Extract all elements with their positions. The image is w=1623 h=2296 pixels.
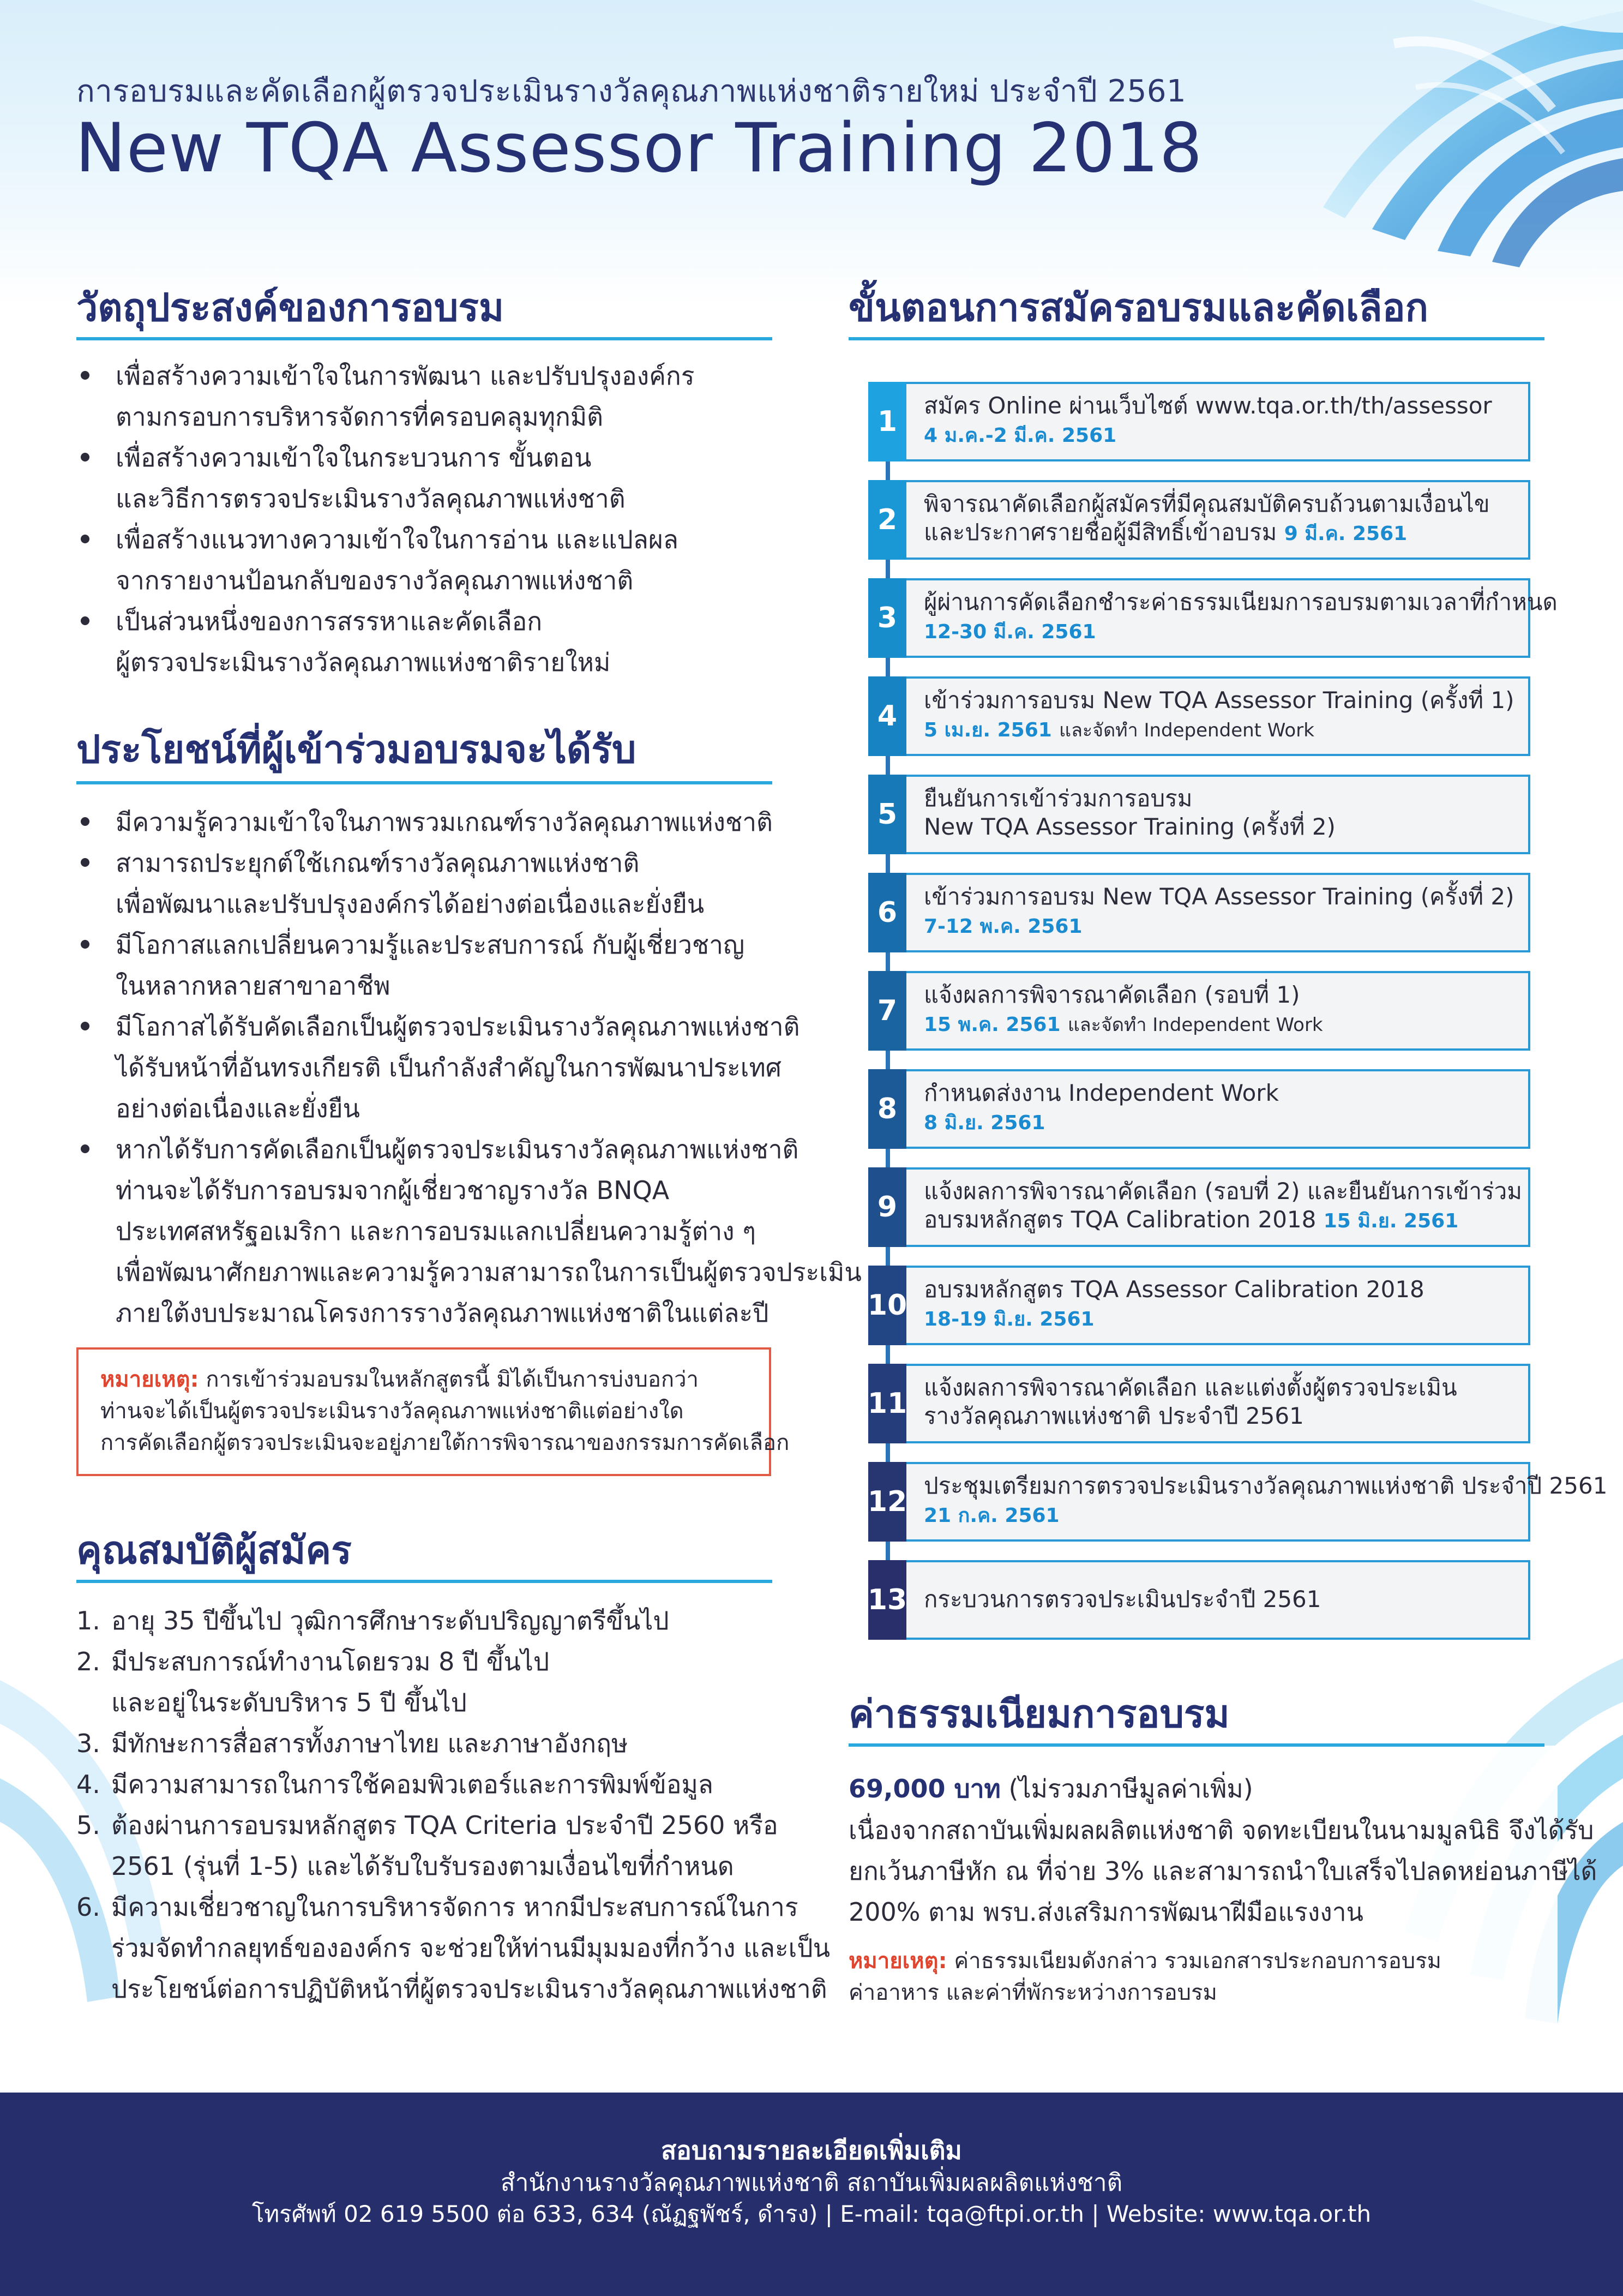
benefits-item (76, 1129, 862, 1334)
step-text: New TQA Assessor Training (ครั้งที่ 2) (924, 813, 1336, 840)
benefits-item (76, 925, 772, 1006)
objectives-rule (76, 337, 772, 340)
step-number: 12 (868, 1462, 906, 1542)
step-number: 13 (868, 1560, 906, 1640)
qualification-item (76, 1805, 778, 1887)
step-date: 5 เม.ย. 2561 (924, 719, 1052, 741)
bullet-dot (81, 817, 89, 826)
step-date: 8 มิ.ย. 2561 (924, 1112, 1045, 1134)
qualifications-title: คุณสมบัติผู้สมัคร (76, 1528, 352, 1573)
qualification-text: มีประสบการณ์ทำงานโดยรวม 8 ปี ขึ้นไป (111, 1647, 550, 1676)
step-number: 3 (868, 578, 906, 658)
step-second-line (924, 420, 1524, 450)
objectives-item-text: เพื่อสร้างความเข้าใจในกระบวนการ ขั้นตอน (116, 443, 592, 472)
benefits-item-text: ภายใต้งบประมาณโครงการรางวัลคุณภาพแห่งชาติในแต่ละปี (116, 1298, 769, 1328)
qualification-number: 5. (76, 1811, 100, 1840)
step-content (924, 588, 1558, 646)
step-number: 4 (868, 676, 906, 756)
step-content (924, 686, 1524, 745)
fee-note-line: ค่าอาหาร และค่าที่พักระหว่างการอบรม (849, 1980, 1217, 2005)
qualification-number: 6. (76, 1892, 100, 1922)
step-box (867, 1462, 1608, 1542)
benefits-item-text: สามารถประยุกต์ใช้เกณฑ์รางวัลคุณภาพแห่งชาติ (116, 848, 640, 878)
step-content (924, 981, 1524, 1039)
qualification-item (76, 1600, 772, 1641)
benefits-item-text: มีความรู้ความเข้าใจในภาพรวมเกณฑ์รางวัลคุณภาพแห่งชาติ (116, 807, 773, 837)
benefits-item-text: ในหลากหลายสาขาอาชีพ (116, 971, 390, 1000)
step-text: แจ้งผลการพิจารณาคัดเลือก และแต่งตั้งผู้ตรวจประเมิน (924, 1374, 1457, 1401)
step-box (868, 1069, 1530, 1149)
qualification-text: ต้องผ่านการอบรมหลักสูตร TQA Criteria ประจำปี 2560 หรือ (111, 1811, 778, 1840)
benefits-note-line: การเข้าร่วมอบรมในหลักสูตรนี้ มิได้เป็นการบ่งบอกว่า (206, 1367, 699, 1392)
step-text: เข้าร่วมการอบรม New TQA Assessor Training (ครั้งที่ 1) (924, 687, 1514, 714)
benefits-item (76, 1006, 800, 1129)
objectives-item-text: เป็นส่วนหนึ่งของการสรรหาและคัดเลือก (116, 607, 543, 636)
step-box (868, 873, 1530, 952)
objectives-list (76, 356, 772, 683)
benefits-item-text: เพื่อพัฒนาและปรับปรุงองค์กรได้อย่างต่อเนื่องและยั่งยืน (116, 889, 705, 919)
step-text: กระบวนการตรวจประเมินประจำปี 2561 (924, 1586, 1321, 1612)
fee-amount: 69,000 บาท (849, 1774, 1001, 1803)
benefits-item-text: ได้รับหน้าที่อันทรงเกียรติ เป็นกำลังสำคัญในการพัฒนาประเทศ (116, 1053, 782, 1082)
step-second-line (924, 1107, 1524, 1137)
footer-contact: โทรศัพท์ 02 619 5500 ต่อ 633, 634 (ณัฏฐพัชร์, ดำรง) | E-mail: tqa@ftpi.or.th | Website: www.tqa.or.th (251, 2201, 1372, 2227)
step-box (868, 1266, 1530, 1345)
step-text: อบรมหลักสูตร TQA Assessor Calibration 2018 (924, 1276, 1424, 1303)
qualification-number: 3. (76, 1729, 100, 1758)
fee-amount-line (849, 1769, 1253, 1809)
step-content (924, 883, 1524, 941)
objectives-item-text: เพื่อสร้างแนวทางความเข้าใจในการอ่าน และแปลผล (116, 525, 678, 554)
step-text: อบรมหลักสูตร TQA Calibration 2018 (924, 1206, 1317, 1233)
step-number: 6 (868, 873, 906, 952)
step-text: แจ้งผลการพิจารณาคัดเลือก (รอบที่ 2) และยืนยันการเข้าร่วม (924, 1178, 1522, 1204)
step-second-line (924, 1009, 1524, 1039)
bullet-dot (81, 371, 89, 380)
objectives-item-text: ตามกรอบการบริหารจัดการที่ครอบคลุมทุกมิติ (116, 402, 604, 431)
objectives-item (76, 437, 772, 519)
objectives-title: วัตถุประสงค์ของการอบรม (76, 285, 504, 330)
step-content (924, 490, 1524, 548)
step-second-line (924, 813, 1524, 841)
objectives-item (76, 519, 772, 601)
qualification-item (76, 1764, 772, 1805)
step-content (924, 1275, 1524, 1334)
step-second-line (924, 1304, 1524, 1334)
qualification-text: มีความเชี่ยวชาญในการบริหารจัดการ หากมีประสบการณ์ในการ (111, 1892, 798, 1922)
fee-line: เนื่องจากสถาบันเพิ่มผลผลิตแห่งชาติ จดทะเบียนในนามมูลนิธิ จึงได้รับ (849, 1815, 1594, 1845)
qualification-text: มีความสามารถในการใช้คอมพิวเตอร์และการพิมพ์ข้อมูล (111, 1770, 713, 1799)
step-text: และประกาศรายชื่อผู้มีสิทธิ์เข้าอบรม (924, 519, 1277, 545)
bullet-dot (81, 858, 89, 867)
step-box (868, 1364, 1530, 1443)
fee-rule (849, 1743, 1544, 1747)
page-title: New TQA Assessor Training 2018 (75, 109, 1203, 188)
step-date: 12-30 มี.ค. 2561 (924, 621, 1096, 643)
footer-organizations: สำนักงานรางวัลคุณภาพแห่งชาติ สถาบันเพิ่มผลผลิตแห่งชาติ (500, 2169, 1123, 2197)
objectives-item-text: และวิธีการตรวจประเมินรางวัลคุณภาพแห่งชาติ (116, 484, 626, 513)
step-text: สมัคร Online ผ่านเว็บไซต์ www.tqa.or.th/th/assessor (924, 392, 1492, 419)
step-date: 4 ม.ค.-2 มี.ค. 2561 (924, 424, 1117, 447)
benefits-note-line: ท่านจะได้เป็นผู้ตรวจประเมินรางวัลคุณภาพแห่งชาติแต่อย่างใด (100, 1399, 684, 1424)
header-subtitle: การอบรมและคัดเลือกผู้ตรวจประเมินรางวัลคุณภาพแห่งชาติรายใหม่ ประจำปี 2561 (76, 74, 1187, 109)
step-content (924, 1177, 1524, 1236)
qualification-item (76, 1723, 772, 1764)
qualification-text: และอยู่ในระดับบริหาร 5 ปี ขึ้นไป (111, 1688, 467, 1717)
benefits-item-text: เพื่อพัฒนาศักยภาพและความรู้ความสามารถในการเป็นผู้ตรวจประเมิน (116, 1257, 862, 1287)
fee-note-line (849, 1945, 1441, 1977)
fee-line: ยกเว้นภาษีหัก ณ ที่จ่าย 3% และสามารถนำใบเสร็จไปลดหย่อนภาษีได้ (849, 1856, 1597, 1886)
qualification-item (76, 1887, 831, 2010)
step-second-line (924, 616, 1524, 646)
benefits-note-label: หมายเหตุ: (100, 1367, 199, 1392)
benefits-item-text: มีโอกาสแลกเปลี่ยนความรู้และประสบการณ์ กับผู้เชี่ยวชาญ (116, 930, 745, 960)
step-content (924, 1374, 1524, 1430)
qualification-text: มีทักษะการสื่อสารทั้งภาษาไทย และภาษาอังกฤษ (111, 1729, 628, 1758)
step-text: ผู้ผ่านการคัดเลือกชำระค่าธรรมเนียมการอบรมตามเวลาที่กำหนด (924, 589, 1558, 615)
qualification-item (76, 1641, 772, 1723)
qualifications-list (76, 1600, 831, 2010)
steps-rule (849, 337, 1544, 340)
step-date: 15 พ.ค. 2561 (924, 1014, 1061, 1036)
fee-amount-note: (ไม่รวมภาษีมูลค่าเพิ่ม) (1008, 1774, 1253, 1803)
bullet-dot (81, 1144, 89, 1153)
fee-note-text: ค่าธรรมเนียมดังกล่าว รวมเอกสารประกอบการอบรม (954, 1949, 1442, 1974)
step-text: รางวัลคุณภาพแห่งชาติ ประจำปี 2561 (924, 1402, 1304, 1429)
benefits-title: ประโยชน์ที่ผู้เข้าร่วมอบรมจะได้รับ (76, 727, 636, 772)
bullet-dot (81, 453, 89, 461)
step-second-line (924, 1206, 1524, 1236)
objectives-item-text: จากรายงานป้อนกลับของรางวัลคุณภาพแห่งชาติ (116, 566, 634, 595)
step-second-line (924, 911, 1524, 941)
qualification-number: 4. (76, 1770, 100, 1799)
step-number: 10 (868, 1266, 906, 1345)
qualification-text: ร่วมจัดทำกลยุทธ์ขององค์กร จะช่วยให้ท่านมีมุมมองที่กว้าง และเป็น (111, 1933, 831, 1963)
qualification-number: 1. (76, 1606, 100, 1635)
benefits-list (76, 802, 862, 1334)
step-date: 7-12 พ.ค. 2561 (924, 915, 1083, 938)
benefits-item-text: อย่างต่อเนื่องและยั่งยืน (116, 1094, 360, 1123)
qualification-number: 2. (76, 1647, 100, 1676)
step-number: 2 (868, 480, 906, 560)
step-box (868, 676, 1530, 756)
benefits-item (76, 843, 772, 925)
step-second-line (924, 518, 1524, 548)
step-text: ประชุมเตรียมการตรวจประเมินรางวัลคุณภาพแห่งชาติ ประจำปี 2561 (924, 1472, 1608, 1499)
step-note: และจัดทำ Independent Work (1059, 720, 1314, 741)
step-date: 15 มิ.ย. 2561 (1323, 1210, 1459, 1232)
step-box (868, 775, 1530, 854)
objectives-item-text: เพื่อสร้างความเข้าใจในการพัฒนา และปรับปรุงองค์กร (116, 361, 695, 391)
step-number: 9 (868, 1167, 906, 1247)
step-text: แจ้งผลการพิจารณาคัดเลือก (รอบที่ 1) (924, 981, 1300, 1008)
step-box (868, 1560, 1530, 1640)
benefits-item (76, 802, 772, 843)
step-number: 1 (868, 382, 906, 461)
benefits-item-text: ประเทศสหรัฐอเมริกา และการอบรมแลกเปลี่ยนความรู้ต่าง ๆ (116, 1216, 756, 1246)
step-second-line (924, 715, 1524, 745)
step-second-line (924, 1402, 1524, 1430)
fee-title: ค่าธรรมเนียมการอบรม (849, 1692, 1230, 1736)
step-number: 11 (868, 1364, 906, 1443)
steps-title: ขั้นตอนการสมัครอบรมและคัดเลือก (849, 285, 1428, 330)
objectives-item-text: ผู้ตรวจประเมินรางวัลคุณภาพแห่งชาติรายใหม่ (116, 648, 611, 677)
bullet-dot (81, 616, 89, 625)
bullet-dot (81, 940, 89, 949)
benefits-item-text: มีโอกาสได้รับคัดเลือกเป็นผู้ตรวจประเมินรางวัลคุณภาพแห่งชาติ (116, 1012, 800, 1041)
step-content (924, 1472, 1608, 1530)
step-content (924, 1585, 1524, 1614)
fee-note-label: หมายเหตุ: (849, 1949, 947, 1974)
step-content (924, 784, 1524, 841)
step-box (868, 1167, 1530, 1247)
step-box (868, 971, 1530, 1051)
step-number: 7 (868, 971, 906, 1051)
step-date: 21 ก.ค. 2561 (924, 1504, 1060, 1527)
step-second-line (924, 1500, 1524, 1530)
fee-line: 200% ตาม พรบ.ส่งเสริมการพัฒนาฝีมือแรงงาน (849, 1897, 1363, 1927)
step-date: 18-19 มิ.ย. 2561 (924, 1308, 1095, 1330)
benefits-rule (76, 781, 772, 784)
footer-heading: สอบถามรายละเอียดเพิ่มเติม (661, 2136, 962, 2165)
benefits-item-text: หากได้รับการคัดเลือกเป็นผู้ตรวจประเมินรางวัลคุณภาพแห่งชาติ (116, 1135, 799, 1164)
footer (0, 2093, 1623, 2296)
step-text: กำหนดส่งงาน Independent Work (924, 1080, 1279, 1106)
step-text: ยืนยันการเข้าร่วมการอบรม (924, 785, 1193, 812)
benefits-note (76, 1347, 790, 1476)
qualification-text: ประโยชน์ต่อการปฏิบัติหน้าที่ผู้ตรวจประเมินรางวัลคุณภาพแห่งชาติ (111, 1974, 827, 2004)
qualification-text: 2561 (รุ่นที่ 1-5) และได้รับใบรับรองตามเงื่อนไขที่กำหนด (111, 1851, 734, 1881)
step-number: 5 (868, 775, 906, 854)
bullet-dot (81, 535, 89, 543)
step-content (924, 1079, 1524, 1137)
step-box (868, 382, 1530, 461)
step-box (868, 578, 1558, 658)
qualifications-rule (76, 1580, 772, 1583)
objectives-item (76, 356, 772, 437)
benefits-note-line: การคัดเลือกผู้ตรวจประเมินจะอยู่ภายใต้การพิจารณาของกรรมการคัดเลือก (100, 1430, 790, 1455)
step-date: 9 มี.ค. 2561 (1284, 523, 1408, 545)
objectives-item (76, 601, 772, 683)
step-text: พิจารณาคัดเลือกผู้สมัครที่มีคุณสมบัติครบถ้วนตามเงื่อนไข (924, 490, 1490, 517)
step-text: เข้าร่วมการอบรม New TQA Assessor Training (ครั้งที่ 2) (924, 883, 1514, 910)
bullet-dot (81, 1022, 89, 1030)
step-content (924, 392, 1524, 450)
step-number: 8 (868, 1069, 906, 1149)
benefits-item-text: ท่านจะได้รับการอบรมจากผู้เชี่ยวชาญรางวัล BNQA (116, 1176, 670, 1205)
step-note: และจัดทำ Independent Work (1067, 1014, 1323, 1036)
qualification-text: อายุ 35 ปีขึ้นไป วุฒิการศึกษาระดับปริญญาตรีขึ้นไป (111, 1606, 669, 1635)
step-box (868, 480, 1530, 560)
